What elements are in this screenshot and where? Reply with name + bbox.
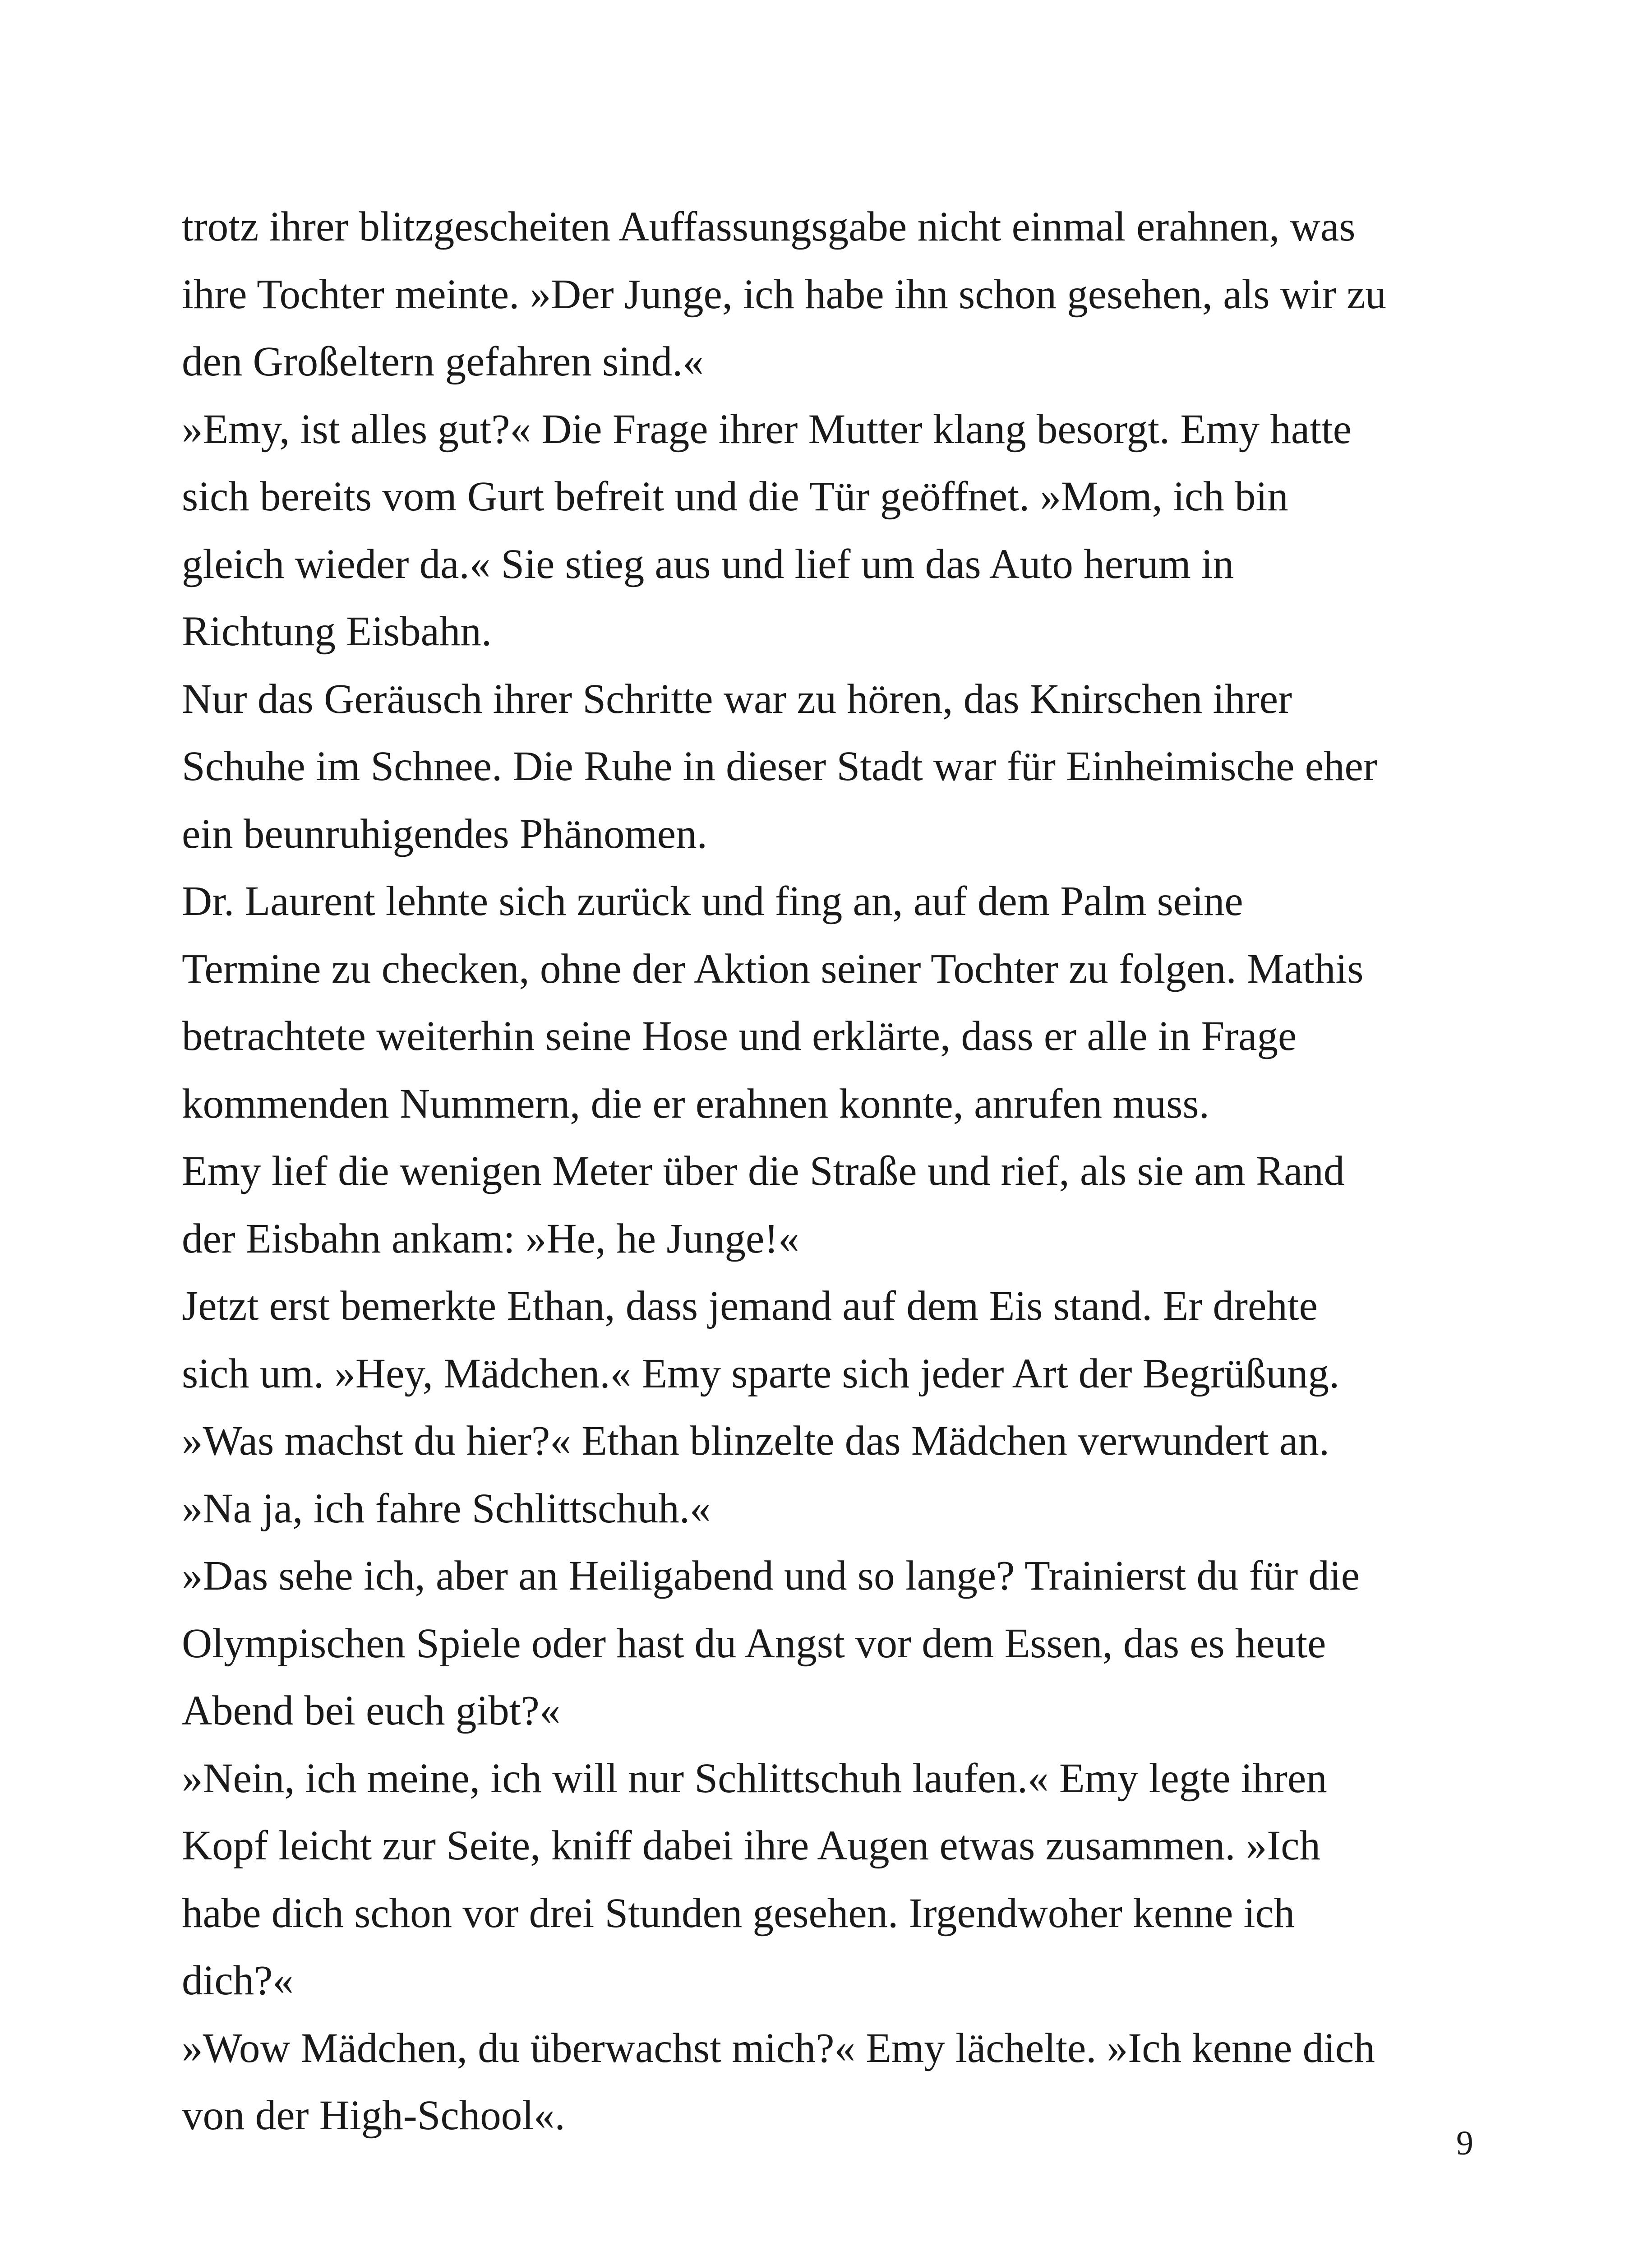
body-text: [182, 193, 1535, 2150]
text-line: habe dich schon vor drei Stunden gesehen. Irgendwoher kenne ich: [182, 1890, 1295, 1937]
text-line: »Wow Mädchen, du überwachst mich?« Emy lächelte. »Ich kenne dich: [182, 2025, 1375, 2071]
text-line: sich um. »Hey, Mädchen.« Emy sparte sich jeder Art der Begrüßung.: [182, 1350, 1340, 1397]
text-line: ein beunruhigendes Phänomen.: [182, 810, 707, 857]
text-line: betrachtete weiterhin seine Hose und erklärte, dass er alle in Frage: [182, 1013, 1297, 1059]
text-line: Nur das Geräusch ihrer Schritte war zu hören, das Knirschen ihrer: [182, 675, 1292, 722]
page-number: 9: [1456, 2124, 1473, 2162]
text-line: Dr. Laurent lehnte sich zurück und fing an, auf dem Palm seine: [182, 878, 1243, 925]
text-line: Olympischen Spiele oder hast du Angst vor dem Essen, das es heute: [182, 1620, 1326, 1667]
text-line: Abend bei euch gibt?«: [182, 1687, 561, 1734]
text-line: sich bereits vom Gurt befreit und die Tür geöffnet. »Mom, ich bin: [182, 473, 1288, 520]
text-line: dich?«: [182, 1957, 294, 2004]
text-line: Richtung Eisbahn.: [182, 608, 492, 655]
text-line: Schuhe im Schnee. Die Ruhe in dieser Stadt war für Einheimische eher: [182, 743, 1377, 790]
text-line: »Na ja, ich fahre Schlittschuh.«: [182, 1485, 711, 1532]
text-line: kommenden Nummern, die er erahnen konnte, anrufen muss.: [182, 1080, 1209, 1127]
text-line: der Eisbahn ankam: »He, he Junge!«: [182, 1215, 799, 1262]
text-line: Jetzt erst bemerkte Ethan, dass jemand auf dem Eis stand. Er drehte: [182, 1283, 1318, 1329]
text-line: den Großeltern gefahren sind.«: [182, 338, 704, 385]
text-line: »Nein, ich meine, ich will nur Schlittschuh laufen.« Emy legte ihren: [182, 1755, 1327, 1802]
text-line: von der High-School«.: [182, 2092, 565, 2139]
text-line: trotz ihrer blitzgescheiten Auffassungsgabe nicht einmal erahnen, was: [182, 203, 1356, 250]
text-line: Kopf leicht zur Seite, kniff dabei ihre Augen etwas zusammen. »Ich: [182, 1822, 1320, 1869]
text-line: »Emy, ist alles gut?« Die Frage ihrer Mutter klang besorgt. Emy hatte: [182, 406, 1352, 453]
text-line: »Das sehe ich, aber an Heiligabend und so lange? Trainierst du für die: [182, 1553, 1360, 1599]
text-line: Termine zu checken, ohne der Aktion seiner Tochter zu folgen. Mathis: [182, 945, 1364, 992]
text-line: Emy lief die wenigen Meter über die Straße und rief, als sie am Rand: [182, 1148, 1345, 1194]
text-line: »Was machst du hier?« Ethan blinzelte das Mädchen verwundert an.: [182, 1418, 1329, 1464]
text-line: ihre Tochter meinte. »Der Junge, ich habe ihn schon gesehen, als wir zu: [182, 271, 1386, 318]
text-line: gleich wieder da.« Sie stieg aus und lief um das Auto herum in: [182, 541, 1234, 587]
